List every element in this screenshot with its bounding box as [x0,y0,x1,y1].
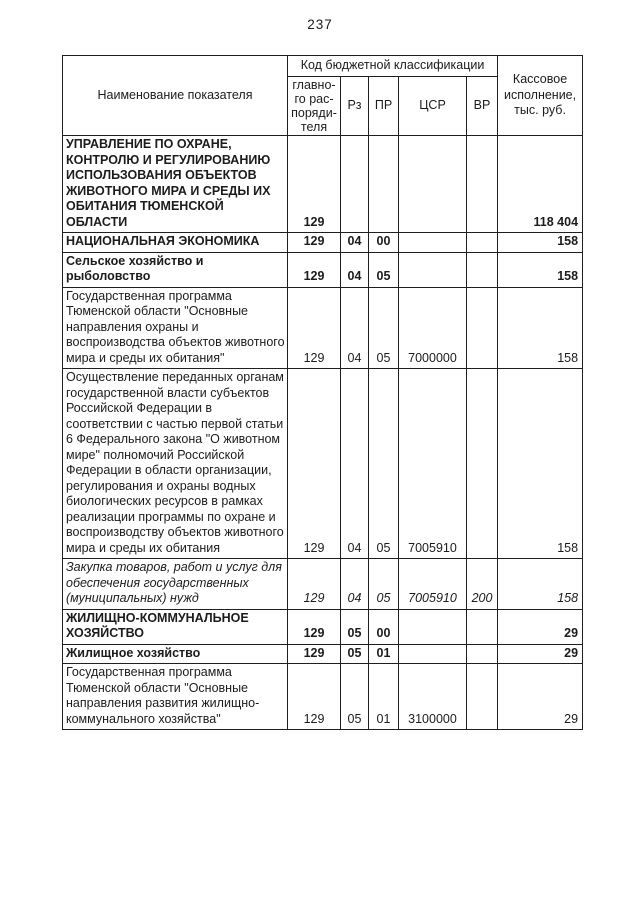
grbs-cell: 129 [288,369,341,559]
csr-cell [399,252,467,287]
csr-cell: 7005910 [399,369,467,559]
value-cell: 158 [498,233,583,253]
vr-cell [467,252,498,287]
pr-cell: 01 [369,644,399,664]
csr-cell: 7005910 [399,559,467,610]
value-cell: 158 [498,369,583,559]
table-row [63,664,583,730]
budget-table [62,55,583,730]
name-cell: ЖИЛИЩНО-КОММУНАЛЬНОЕ ХОЗЯЙСТВО [63,609,288,644]
table-row [63,233,583,253]
grbs-cell: 129 [288,559,341,610]
value-cell: 29 [498,609,583,644]
header-pr-col: ПР [369,77,399,136]
grbs-cell: 129 [288,644,341,664]
table-row [63,559,583,610]
vr-cell [467,233,498,253]
name-cell: Государственная программа Тюменской области "Основные направления охраны и воспроизводства объектов животного мира и среды их обитания" [63,287,288,369]
name-cell: Жилищное хозяйство [63,644,288,664]
table-body [63,136,583,730]
table-row [63,136,583,233]
header-name-col: Наименование показателя [63,56,288,136]
header-vr-col: ВР [467,77,498,136]
rz-cell: 04 [341,369,369,559]
grbs-cell: 129 [288,664,341,730]
csr-cell [399,233,467,253]
pr-cell: 05 [369,369,399,559]
header-code-group: Код бюджетной классификации [288,56,498,77]
csr-cell [399,609,467,644]
pr-cell: 01 [369,664,399,730]
vr-cell [467,287,498,369]
vr-cell [467,136,498,233]
csr-cell [399,136,467,233]
value-cell: 158 [498,252,583,287]
vr-cell [467,664,498,730]
pr-cell [369,136,399,233]
grbs-cell: 129 [288,252,341,287]
rz-cell: 04 [341,233,369,253]
value-cell: 118 404 [498,136,583,233]
vr-cell [467,609,498,644]
name-cell: Осуществление переданных органам государственной власти субъектов Российской Федерации в соответствии с частью первой статьи 6 Федерального закона "О животном мире" полномочий Российской Федерации в области организации, регулирования и охраны водных биологических ресурсов в рамках реализации программы по охране и воспроизводству объектов животного мира и среды их обитания [63,369,288,559]
csr-cell [399,644,467,664]
grbs-cell: 129 [288,136,341,233]
pr-cell: 05 [369,287,399,369]
table-row [63,644,583,664]
grbs-cell: 129 [288,287,341,369]
grbs-cell: 129 [288,233,341,253]
value-cell: 158 [498,559,583,610]
pr-cell: 05 [369,252,399,287]
pr-cell: 00 [369,609,399,644]
name-cell: Сельское хозяйство и рыболовство [63,252,288,287]
vr-cell [467,644,498,664]
header-rz-col: Рз [341,77,369,136]
pr-cell: 05 [369,559,399,610]
grbs-cell: 129 [288,609,341,644]
value-cell: 29 [498,644,583,664]
value-cell: 158 [498,287,583,369]
name-cell: Государственная программа Тюменской области "Основные направления развития жилищно-коммунального хозяйства" [63,664,288,730]
table-row [63,252,583,287]
header-value-col: Кассовое исполнение, тыс. руб. [498,56,583,136]
rz-cell: 04 [341,559,369,610]
rz-cell: 05 [341,664,369,730]
value-cell: 29 [498,664,583,730]
table-header [63,56,583,136]
header-csr-col: ЦСР [399,77,467,136]
page-number: 237 [307,17,333,32]
rz-cell [341,136,369,233]
table-row [63,287,583,369]
table-row [63,609,583,644]
rz-cell: 05 [341,644,369,664]
name-cell: Закупка товаров, работ и услуг для обеспечения государственных (муниципальных) нужд [63,559,288,610]
vr-cell [467,369,498,559]
table-row [63,369,583,559]
csr-cell: 7000000 [399,287,467,369]
name-cell: НАЦИОНАЛЬНАЯ ЭКОНОМИКА [63,233,288,253]
header-grbs-col: главно-го рас-поряди-теля [288,77,341,136]
rz-cell: 04 [341,252,369,287]
csr-cell: 3100000 [399,664,467,730]
name-cell: УПРАВЛЕНИЕ ПО ОХРАНЕ, КОНТРОЛЮ И РЕГУЛИРОВАНИЮ ИСПОЛЬЗОВАНИЯ ОБЪЕКТОВ ЖИВОТНОГО МИРА И СРЕДЫ ИХ ОБИТАНИЯ ТЮМЕНСКОЙ ОБЛАСТИ [63,136,288,233]
pr-cell: 00 [369,233,399,253]
rz-cell: 04 [341,287,369,369]
vr-cell: 200 [467,559,498,610]
rz-cell: 05 [341,609,369,644]
